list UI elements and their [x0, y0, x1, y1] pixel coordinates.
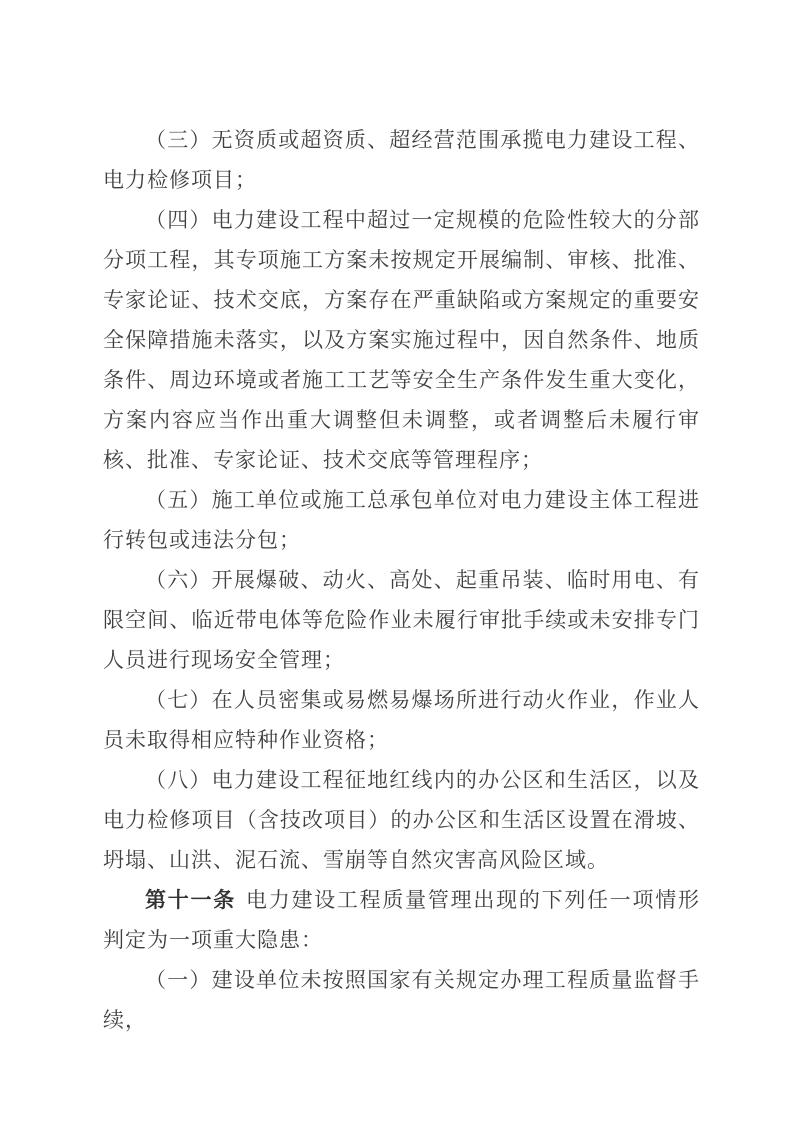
body-paragraph: （八）电力建设工程征地红线内的办公区和生活区，以及电力检修项目（含技改项目）的办公区和生活区设置在滑坡、坍塌、山洪、泥石流、雪崩等自然灾害高风险区域。	[103, 768, 700, 872]
body-paragraph: （三）无资质或超资质、超经营范围承揽电力建设工程、电力检修项目；	[103, 128, 700, 192]
body-paragraph: （七）在人员密集或易燃易爆场所进行动火作业，作业人员未取得相应特种作业资格；	[103, 688, 700, 752]
article-heading-paragraph: 第十一条 电力建设工程质量管理出现的下列任一项情形判定为一项重大隐患：	[103, 888, 701, 952]
body-paragraph: （四）电力建设工程中超过一定规模的危险性较大的分部分项工程，其专项施工方案未按规定开展编制、审核、批准、专家论证、技术交底，方案存在严重缺陷或方案规定的重要安全保障措施未落实，以及方案实施过程中，因自然条件、地质条件、周边环境或者施工工艺等安全生产条件发生重大变化，方案内容应当作出重大调整但未调整，或者调整后未履行审核、批准、专家论证、技术交底等管理程序；	[103, 208, 700, 472]
body-paragraph: （五）施工单位或施工总承包单位对电力建设主体工程进行转包或违法分包；	[103, 488, 700, 552]
body-paragraph: （一）建设单位未按照国家有关规定办理工程质量监督手续，	[103, 968, 700, 1032]
body-paragraph: （六）开展爆破、动火、高处、起重吊装、临时用电、有限空间、临近带电体等危险作业未履行审批手续或未安排专门人员进行现场安全管理；	[103, 568, 700, 672]
article-number: 第十一条	[145, 888, 236, 912]
document-body	[103, 120, 700, 1040]
